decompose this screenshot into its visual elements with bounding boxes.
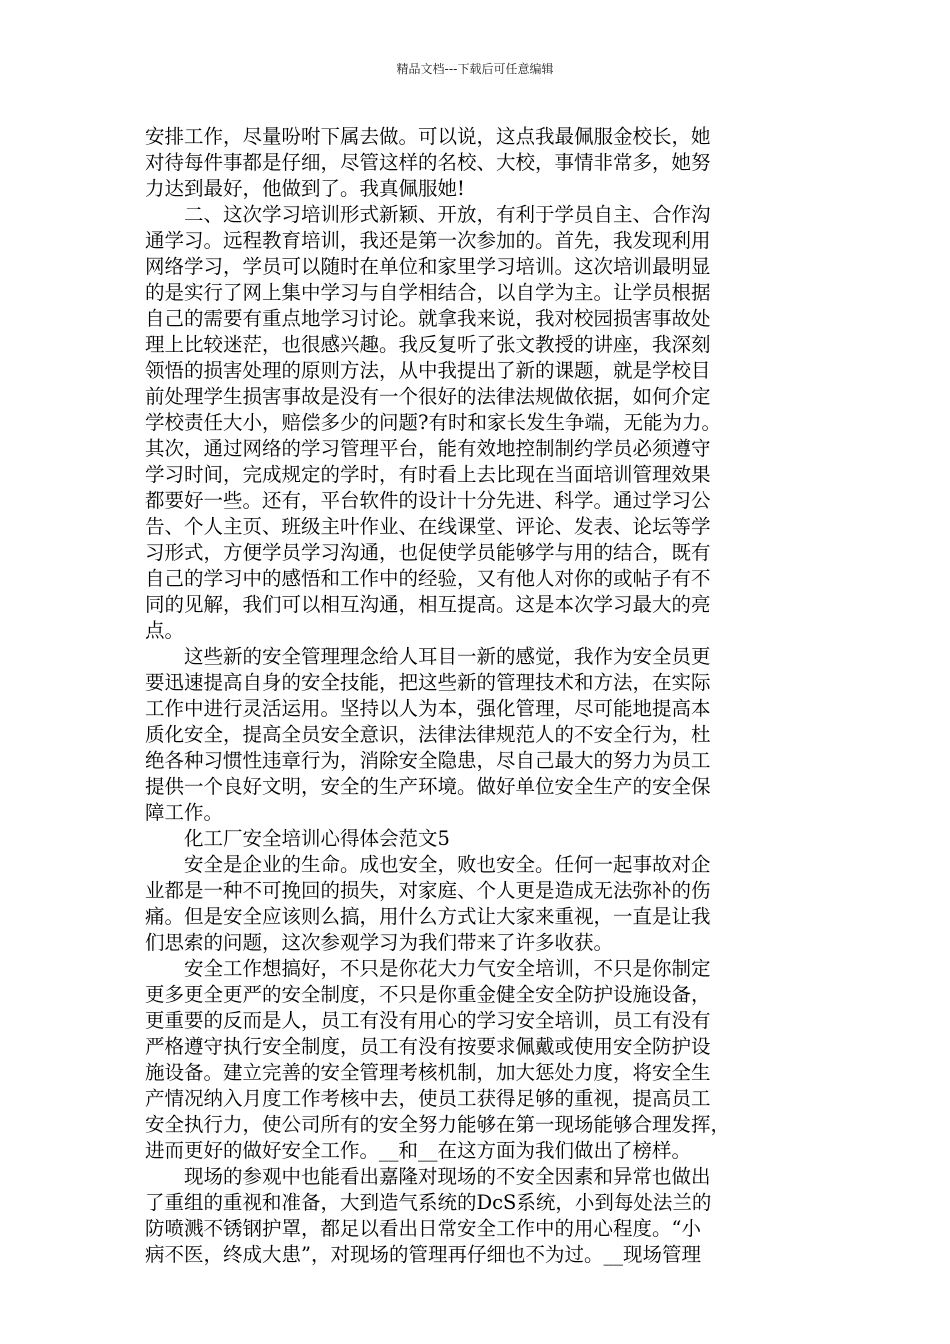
text-line: 更多更全更严的安全制度，不只是你重金健全安全防护设施设备， [145,983,711,1006]
text-line: 进而更好的做好安全工作。__和__在这方面为我们做出了榜样。 [145,1139,692,1162]
text-line: 障工作。 [145,801,224,824]
text-line: 自己的需要有重点地学习讨论。就拿我来说，我对校园损害事故处 [145,307,711,330]
text-line: 安全工作想搞好，不只是你花大力气安全培训，不只是你制定 [145,957,711,980]
text-line: 前处理学生损害事故是没有一个很好的法律法规做依据，如何介定 [145,385,711,408]
text-line: 了重组的重视和准备，大到造气系统的DcS系统，小到每处法兰的 [145,1191,712,1214]
text-line: 对待每件事都是仔细，尽管这样的名校、大校，事情非常多，她努 [145,151,711,174]
text-line: 现场的参观中也能看出嘉隆对现场的不安全因素和异常也做出 [145,1165,711,1188]
text-line: 领悟的损害处理的原则方法，从中我提出了新的课题，就是学校目 [145,359,711,382]
text-line: 化工厂安全培训心得体会范文5 [145,827,450,850]
text-line: 们思索的问题，这次参观学习为我们带来了许多收获。 [145,931,614,954]
text-line: 防喷溅不锈钢护罩，都足以看出日常安全工作中的用心程度。“小 [145,1217,701,1240]
text-line: 告、个人主页、班级主叶作业、在线课堂、评论、发表、论坛等学 [145,515,711,538]
text-line: 安全是企业的生命。成也安全，败也安全。任何一起事故对企 [145,853,711,876]
text-line: 产情况纳入月度工作考核中去，使员工获得足够的重视，提高员工 [145,1087,711,1110]
text-line: 这些新的安全管理理念给人耳目一新的感觉，我作为安全员更 [145,645,711,668]
text-line: 要迅速提高自身的安全技能，把这些新的管理技术和方法，在实际 [145,671,711,694]
text-line: 点。 [145,619,185,642]
text-line: 提供一个良好文明，安全的生产环境。做好单位安全生产的安全保 [145,775,711,798]
text-line: 安全执行力，使公司所有的安全努力能够在第一现场能够合理发挥， [145,1113,731,1136]
text-line: 同的见解，我们可以相互沟通，相互提高。这是本次学习最大的亮 [145,593,711,616]
text-line: 工作中进行灵活运用。坚持以人为本，强化管理，尽可能地提高本 [145,697,711,720]
text-line: 施设备。建立完善的安全管理考核机制，加大惩处力度，将安全生 [145,1061,711,1084]
text-line: 业都是一种不可挽回的损失，对家庭、个人更是造成无法弥补的伤 [145,879,711,902]
text-line: 质化安全，提高全员安全意识，法律法律规范人的不安全行为，杜 [145,723,711,746]
text-line: 更重要的反而是人，员工有没有用心的学习安全培训，员工有没有 [145,1009,711,1032]
text-line: 学习时间，完成规定的学时，有时看上去比现在当面培训管理效果 [145,463,711,486]
text-line: 二、这次学习培训形式新颖、开放，有利于学员自主、合作沟 [145,203,711,226]
text-line: 学校责任大小，赔偿多少的问题?有时和家长发生争端，无能为力。 [145,411,721,434]
document-body [145,124,815,1268]
page-header: 精品文档---下载后可任意编辑 [396,62,554,76]
text-line: 习形式，方便学员学习沟通，也促使学员能够学与用的结合，既有 [145,541,711,564]
text-line: 严格遵守执行安全制度，员工有没有按要求佩戴或使用安全防护设 [145,1035,711,1058]
text-line: 病不医，终成大患”，对现场的管理再仔细也不为过。__现场管理 [145,1243,701,1266]
text-line: 自己的学习中的感悟和工作中的经验，又有他人对你的或帖子有不 [145,567,711,590]
text-line: 的是实行了网上集中学习与自学相结合，以自学为主。让学员根据 [145,281,711,304]
text-line: 绝各种习惯性违章行为，消除安全隐患，尽自己最大的努力为员工 [145,749,711,772]
text-line: 网络学习，学员可以随时在单位和家里学习培训。这次培训最明显 [145,255,711,278]
text-line: 力达到最好，他做到了。我真佩服她! [145,177,465,200]
text-line: 痛。但是安全应该则么搞，用什么方式让大家来重视，一直是让我 [145,905,711,928]
text-line: 其次，通过网络的学习管理平台，能有效地控制制约学员必须遵守 [145,437,711,460]
text-line: 通学习。远程教育培训，我还是第一次参加的。首先，我发现利用 [145,229,711,252]
text-line: 理上比较迷茫，也很感兴趣。我反复听了张文教授的讲座，我深刻 [145,333,711,356]
text-line: 都要好一些。还有，平台软件的设计十分先进、科学。通过学习公 [145,489,711,512]
text-line: 安排工作，尽量吩咐下属去做。可以说，这点我最佩服金校长，她 [145,125,711,148]
